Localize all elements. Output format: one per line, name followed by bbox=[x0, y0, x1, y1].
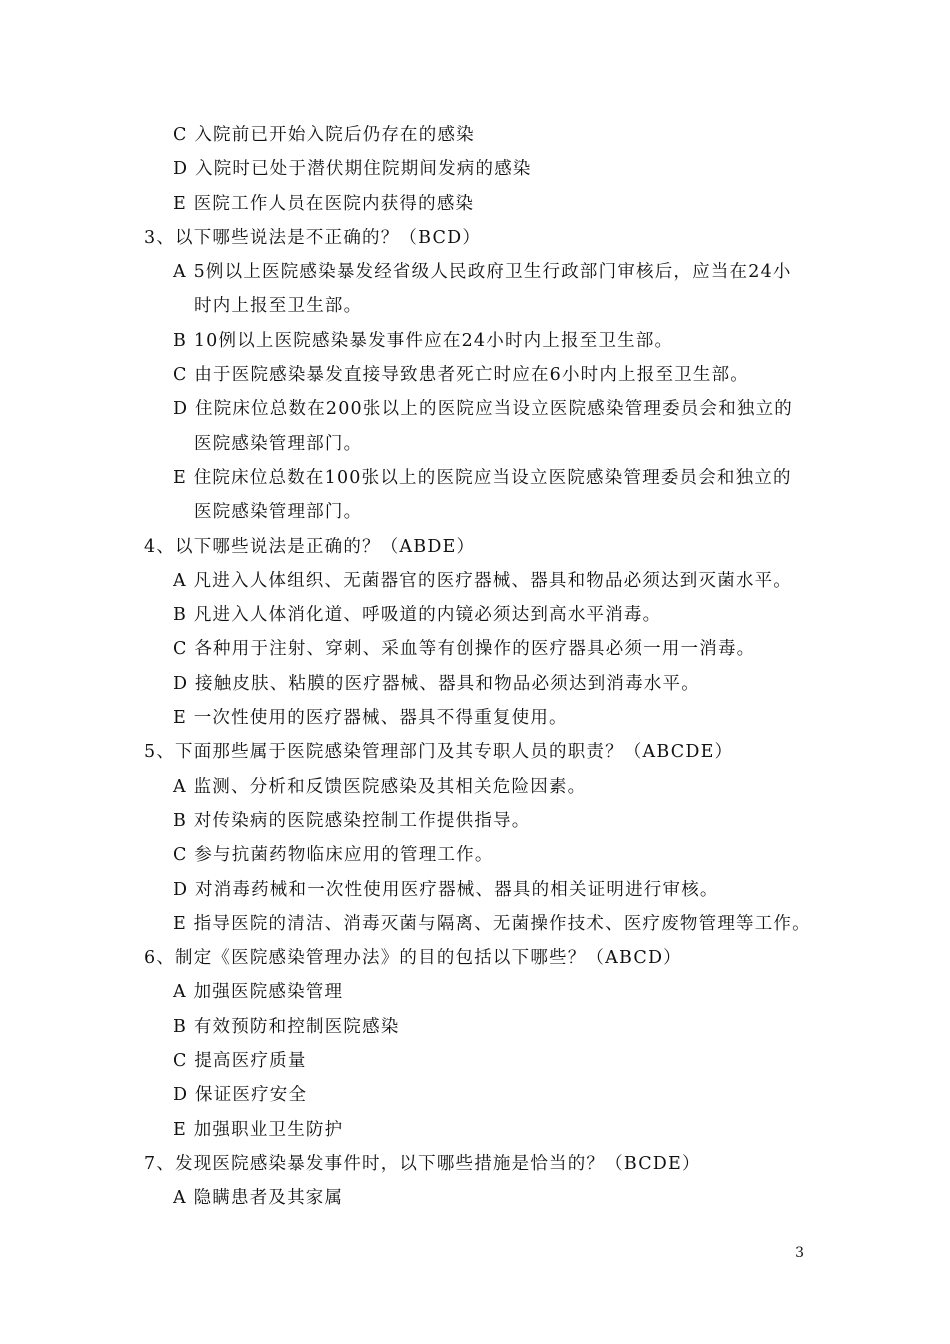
option-line: B 有效预防和控制医院感染 bbox=[173, 1016, 400, 1037]
option-line: C 提高医疗质量 bbox=[173, 1051, 307, 1072]
question-line: 3、以下哪些说法是不正确的？（BCD） bbox=[144, 227, 482, 248]
option-line: A 监测、分析和反馈医院感染及其相关危险因素。 bbox=[173, 776, 587, 797]
option-line: D 对消毒药械和一次性使用医疗器械、器具的相关证明进行审核。 bbox=[173, 879, 719, 900]
option-line: E 加强职业卫生防护 bbox=[173, 1119, 344, 1140]
option-line: B 凡进入人体消化道、呼吸道的内镜必须达到高水平消毒。 bbox=[173, 605, 662, 626]
option-line: C 各种用于注射、穿刺、采血等有创操作的医疗器具必须一用一消毒。 bbox=[173, 639, 756, 660]
option-line: D 入院时已处于潜伏期住院期间发病的感染 bbox=[173, 159, 532, 180]
question-line: 7、发现医院感染暴发事件时，以下哪些措施是恰当的？（BCDE） bbox=[144, 1153, 701, 1174]
option-line: A 隐瞒患者及其家属 bbox=[173, 1188, 344, 1209]
document-body bbox=[0, 118, 950, 1216]
option-line: E 一次性使用的医疗器械、器具不得重复使用。 bbox=[173, 708, 568, 729]
question-line: 5、下面那些属于医院感染管理部门及其专职人员的职责？（ABCDE） bbox=[144, 742, 734, 763]
option-line: E 指导医院的清洁、消毒灭菌与隔离、无菌操作技术、医疗废物管理等工作。 bbox=[173, 913, 811, 934]
option-line: C 参与抗菌药物临床应用的管理工作。 bbox=[173, 845, 494, 866]
option-line: E 医院工作人员在医院内获得的感染 bbox=[173, 193, 475, 214]
option-line: C 入院前已开始入院后仍存在的感染 bbox=[173, 125, 475, 145]
continuation-line: 时内上报至卫生部。 bbox=[194, 296, 363, 317]
option-line: C 由于医院感染暴发直接导致患者死亡时应在6小时内上报至卫生部。 bbox=[173, 365, 749, 386]
question-line: 6、制定《医院感染管理办法》的目的包括以下哪些？（ABCD） bbox=[144, 948, 682, 969]
option-line: B 10例以上医院感染暴发事件应在24小时内上报至卫生部。 bbox=[173, 330, 674, 351]
option-line: A 加强医院感染管理 bbox=[173, 982, 344, 1003]
option-line: D 住院床位总数在200张以上的医院应当设立医院感染管理委员会和独立的 bbox=[173, 399, 793, 420]
option-line: A 5例以上医院感染暴发经省级人民政府卫生行政部门审核后，应当在24小 bbox=[173, 262, 792, 283]
option-line: B 对传染病的医院感染控制工作提供指导。 bbox=[173, 810, 531, 831]
question-line: 4、以下哪些说法是正确的？（ABDE） bbox=[144, 536, 476, 557]
option-line: A 凡进入人体组织、无菌器官的医疗器械、器具和物品必须达到灭菌水平。 bbox=[173, 570, 792, 591]
option-line: E 住院床位总数在100张以上的医院应当设立医院感染管理委员会和独立的 bbox=[173, 467, 792, 488]
option-line: D 接触皮肤、粘膜的医疗器械、器具和物品必须达到消毒水平。 bbox=[173, 673, 700, 694]
page-number: 3 bbox=[795, 1245, 804, 1261]
option-line: D 保证医疗安全 bbox=[173, 1085, 308, 1106]
continuation-line: 医院感染管理部门。 bbox=[194, 433, 363, 454]
continuation-line: 医院感染管理部门。 bbox=[194, 502, 363, 523]
